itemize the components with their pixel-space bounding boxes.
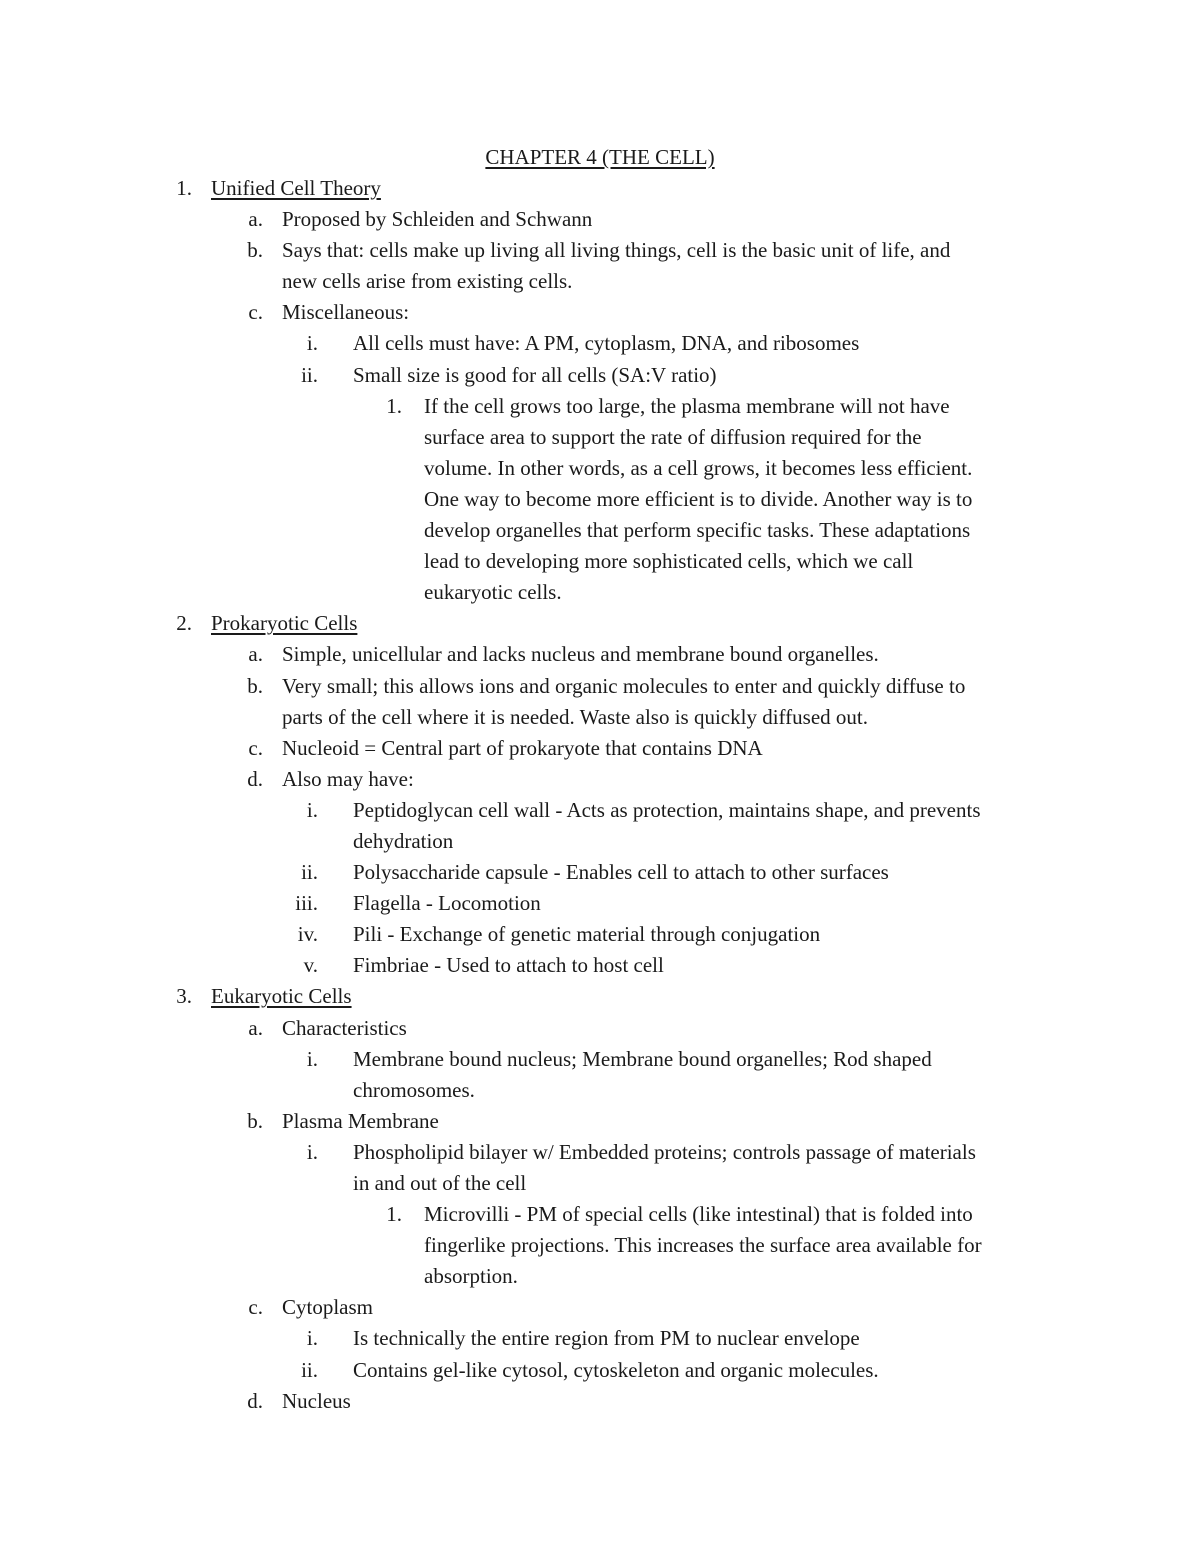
list-marker: i. [306,1326,318,1351]
list-item-text: Pili - Exchange of genetic material through conjugation [353,922,821,947]
list-marker: 3. [176,984,192,1009]
list-item-text: Flagella - Locomotion [353,891,541,916]
outline-line [0,888,1200,919]
list-item-text: Small size is good for all cells (SA:V ratio) [353,362,717,387]
list-item-text: Miscellaneous: [282,300,410,325]
outline-line [0,328,1200,359]
outline-line [0,1323,1200,1354]
outline-line [0,1044,1200,1075]
list-marker: d. [247,1388,263,1413]
list-item-text: Is technically the entire region from PM to nuclear envelope [353,1326,860,1351]
list-marker: ii. [301,860,318,885]
list-marker: ii. [301,362,318,387]
list-item-text: Microvilli - PM of special cells (like intestinal) that is folded into [424,1202,973,1227]
list-item-text: volume. In other words, as a cell grows, it becomes less efficient. [424,455,973,480]
outline-line [0,857,1200,888]
outline-list [0,173,1200,1417]
list-item-text: If the cell grows too large, the plasma membrane will not have [424,393,950,418]
list-marker: 1. [176,176,192,200]
outline-line [0,639,1200,670]
list-item-text: One way to become more efficient is to divide. Another way is to [424,486,973,511]
page-title: CHAPTER 4 (THE CELL) [485,145,715,169]
outline-line [0,671,1200,702]
outline-line [0,608,1200,639]
list-item-text: Characteristics [282,1015,407,1040]
outline-line [0,546,1200,577]
list-marker: 1. [386,1202,402,1227]
outline-line [0,764,1200,795]
list-item-text: develop organelles that perform specific tasks. These adaptations [424,518,971,543]
list-marker: 1. [386,393,402,418]
list-item-text: All cells must have: A PM, cytoplasm, DNA, and ribosomes [353,331,860,356]
outline-line [0,1168,1200,1199]
outline-line [0,826,1200,857]
list-item-text: Very small; this allows ions and organic molecules to enter and quickly diffuse to [282,673,966,698]
list-item-text: Peptidoglycan cell wall - Acts as protection, maintains shape, and prevents [353,797,981,822]
outline-line [0,1292,1200,1323]
outline-line [0,297,1200,328]
outline-line [0,1137,1200,1168]
outline-line [0,1199,1200,1230]
list-marker: ii. [301,1357,318,1382]
list-item-text: eukaryotic cells. [424,580,562,605]
outline-line [0,515,1200,546]
outline-line [0,702,1200,733]
list-item-text: Simple, unicellular and lacks nucleus and membrane bound organelles. [282,642,879,667]
list-marker: b. [247,673,263,698]
list-marker: v. [303,953,318,978]
section-heading: Prokaryotic Cells [211,611,358,636]
list-marker: i. [306,1046,318,1071]
list-item-text: Membrane bound nucleus; Membrane bound organelles; Rod shaped [353,1046,932,1071]
outline-line [0,453,1200,484]
outline-line [0,1355,1200,1386]
list-marker: iii. [295,891,318,916]
list-marker: iv. [297,922,318,947]
section-heading: Eukaryotic Cells [211,984,352,1009]
outline-line [0,235,1200,266]
list-item-text: Nucleus [282,1388,351,1413]
outline-line [0,919,1200,950]
outline-line [0,360,1200,391]
section-heading: Unified Cell Theory [211,176,381,200]
list-item-text: fingerlike projections. This increases the surface area available for [424,1233,982,1258]
outline-line [0,1261,1200,1292]
list-marker: i. [306,1139,318,1164]
outline-line [0,204,1200,235]
list-item-text: Proposed by Schleiden and Schwann [282,207,593,232]
outline-line [0,1013,1200,1044]
list-item-text: Also may have: [282,766,414,791]
list-marker: b. [247,238,263,263]
outline-line [0,577,1200,608]
list-item-text: Polysaccharide capsule - Enables cell to attach to other surfaces [353,860,889,885]
list-marker: a. [248,1015,263,1040]
outline-line [0,391,1200,422]
list-item-text: Nucleoid = Central part of prokaryote that contains DNA [282,735,763,760]
outline-line [0,1106,1200,1137]
list-item-text: parts of the cell where it is needed. Waste also is quickly diffused out. [282,704,868,729]
list-item-text: Cytoplasm [282,1295,374,1320]
list-marker: 2. [176,611,192,636]
outline-line [0,266,1200,297]
list-item-text: dehydration [353,828,454,853]
list-item-text: in and out of the cell [353,1171,527,1195]
list-item-text: Fimbriae - Used to attach to host cell [353,953,664,978]
list-item-text: lead to developing more sophisticated cells, which we call [424,549,914,574]
outline-line [0,1230,1200,1261]
outline-line [0,173,1200,204]
list-marker: a. [248,642,263,667]
outline-line [0,795,1200,826]
outline-line [0,733,1200,764]
list-marker: a. [248,207,263,232]
outline-line [0,484,1200,515]
list-item-text: Says that: cells make up living all living things, cell is the basic unit of life, and [282,238,951,263]
list-marker: i. [306,797,318,822]
list-item-text: surface area to support the rate of diffusion required for the [424,424,922,449]
outline-line [0,1386,1200,1417]
list-marker: b. [247,1108,263,1133]
outline-line [0,950,1200,981]
outline-line [0,981,1200,1012]
list-marker: i. [306,331,318,356]
list-item-text: absorption. [424,1264,518,1289]
list-marker: c. [248,300,263,325]
list-item-text: Phospholipid bilayer w/ Embedded proteins; controls passage of materials [353,1139,976,1164]
list-item-text: new cells arise from existing cells. [282,269,573,294]
list-marker: d. [247,766,263,791]
list-item-text: Contains gel-like cytosol, cytoskeleton and organic molecules. [353,1357,879,1382]
list-item-text: chromosomes. [353,1077,475,1102]
list-marker: c. [248,1295,263,1320]
outline-line [0,1075,1200,1106]
list-item-text: Plasma Membrane [282,1108,439,1133]
outline-line [0,422,1200,453]
list-marker: c. [248,735,263,760]
